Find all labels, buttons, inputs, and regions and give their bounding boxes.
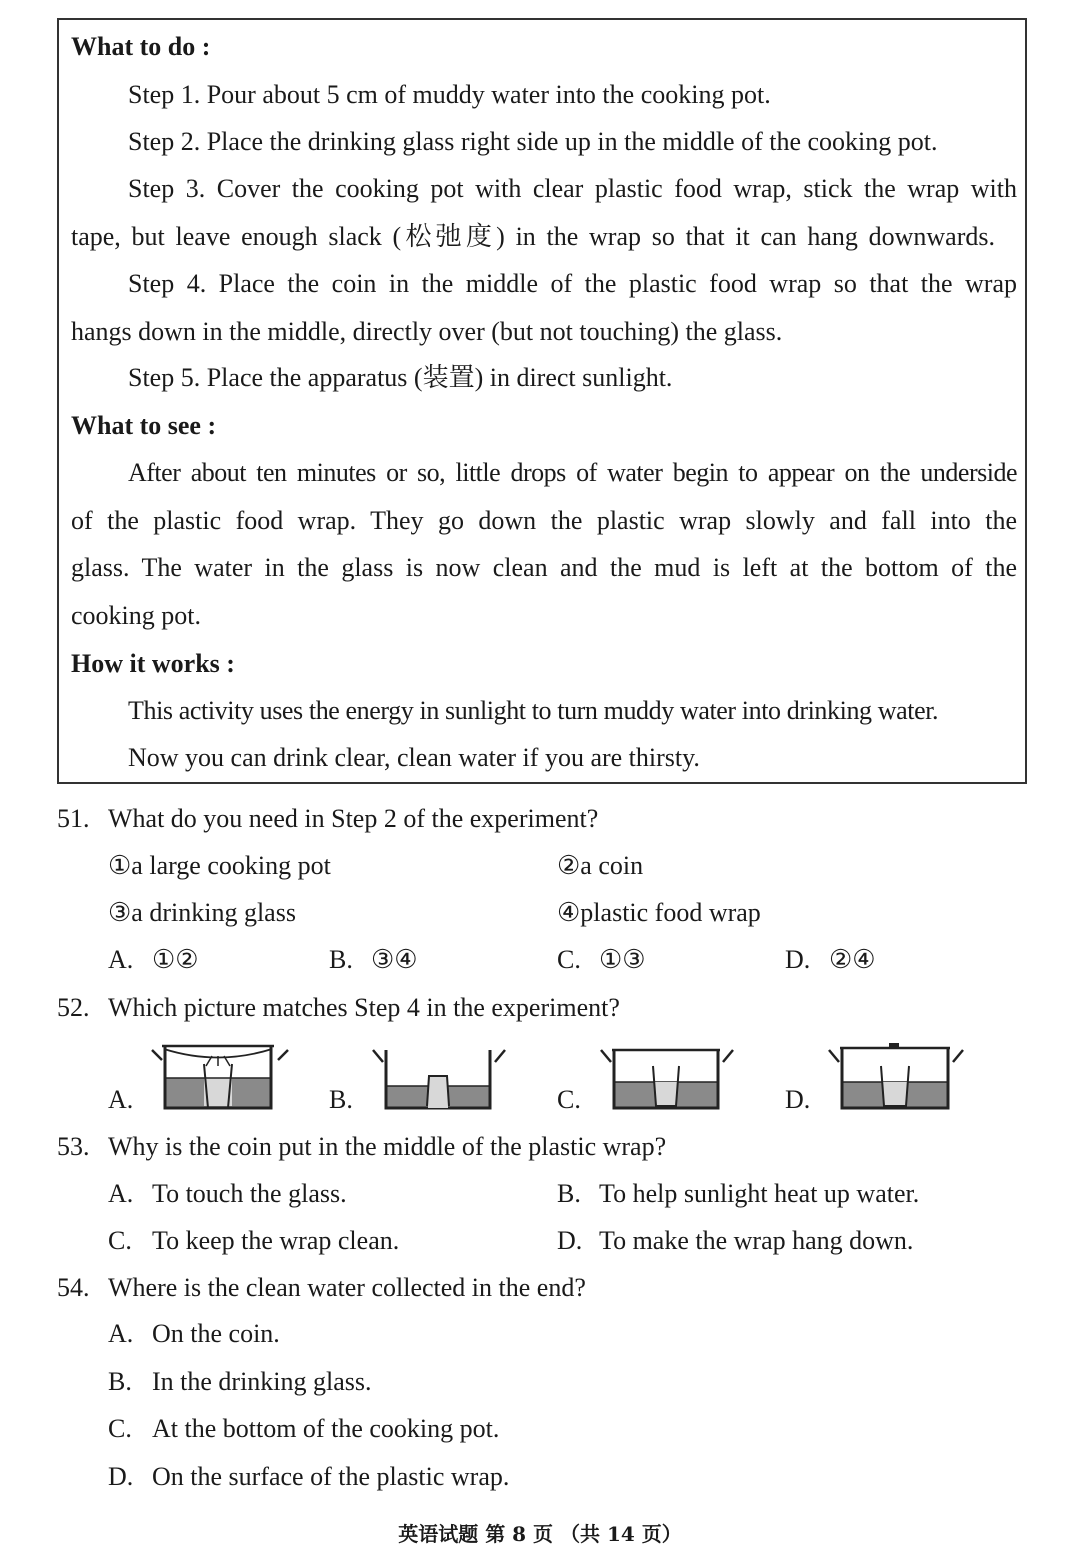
q53-option-a[interactable]: To touch the glass.: [152, 1179, 347, 1208]
q53-option-c-letter: C.: [108, 1226, 132, 1255]
q54-option-a-letter: A.: [108, 1319, 134, 1348]
q54-stem: Where is the clean water collected in the end?: [108, 1273, 586, 1302]
q51-item-3: ③a drinking glass: [108, 898, 296, 927]
q51-number: 51.: [57, 804, 90, 833]
q54-option-d-letter: D.: [108, 1462, 134, 1491]
what-to-do-heading: What to do :: [71, 32, 211, 61]
step-3-line-2: tape, but leave enough slack (松弛度) in the wrap so that it can hang downwards.: [71, 222, 995, 251]
q52-picture-d[interactable]: [827, 1040, 965, 1114]
q51-item-4: ④plastic food wrap: [557, 898, 761, 927]
q53-number: 53.: [57, 1132, 90, 1161]
q52-picture-b[interactable]: [371, 1046, 507, 1114]
how-it-works-heading: How it works :: [71, 649, 235, 678]
how-line-2: Now you can drink clear, clean water if you are thirsty.: [128, 743, 700, 772]
q51-option-c-letter: C.: [557, 945, 581, 974]
q54-option-b-letter: B.: [108, 1367, 132, 1396]
q54-option-c-letter: C.: [108, 1414, 132, 1443]
q51-option-c[interactable]: ①③: [599, 945, 646, 974]
step-4-line-1: Step 4. Place the coin in the middle of the plastic food wrap so that the wrap: [128, 269, 1017, 298]
q53-stem: Why is the coin put in the middle of the plastic wrap?: [108, 1132, 667, 1161]
q52-label-d: D.: [785, 1085, 811, 1114]
step-3-line-1: Step 3. Cover the cooking pot with clear plastic food wrap, stick the wrap with: [128, 174, 1017, 203]
q54-number: 54.: [57, 1273, 90, 1302]
q51-option-a[interactable]: ①②: [152, 945, 199, 974]
q53-option-a-letter: A.: [108, 1179, 134, 1208]
q53-option-c[interactable]: To keep the wrap clean.: [152, 1226, 400, 1255]
q51-option-b-letter: B.: [329, 945, 353, 974]
step-5: Step 5. Place the apparatus (装置) in direct sunlight.: [128, 363, 673, 392]
q51-option-b[interactable]: ③④: [371, 945, 418, 974]
q54-option-b[interactable]: In the drinking glass.: [152, 1367, 372, 1396]
q52-number: 52.: [57, 993, 90, 1022]
q54-option-d[interactable]: On the surface of the plastic wrap.: [152, 1462, 510, 1491]
q54-option-c[interactable]: At the bottom of the cooking pot.: [152, 1414, 500, 1443]
q53-option-b[interactable]: To help sunlight heat up water.: [599, 1179, 920, 1208]
q52-picture-a[interactable]: [150, 1042, 290, 1114]
q52-picture-c[interactable]: [599, 1044, 735, 1114]
page-footer: 英语试题 第 8 页 （共 14 页）: [398, 1522, 682, 1546]
q53-option-b-letter: B.: [557, 1179, 581, 1208]
see-line-4: cooking pot.: [71, 601, 201, 630]
q51-item-2: ②a coin: [557, 851, 644, 880]
q51-option-d-letter: D.: [785, 945, 811, 974]
see-line-2: of the plastic food wrap. They go down the plastic wrap slowly and fall into the: [71, 506, 1017, 535]
what-to-see-heading: What to see :: [71, 411, 217, 440]
see-line-1: After about ten minutes or so, little drops of water begin to appear on the underside: [128, 458, 1017, 487]
q52-label-b: B.: [329, 1085, 353, 1114]
q54-option-a[interactable]: On the coin.: [152, 1319, 280, 1348]
q52-stem: Which picture matches Step 4 in the experiment?: [108, 993, 620, 1022]
q52-label-c: C.: [557, 1085, 581, 1114]
see-line-3: glass. The water in the glass is now clean and the mud is left at the bottom of the: [71, 553, 1017, 582]
step-4-line-2: hangs down in the middle, directly over (but not touching) the glass.: [71, 317, 783, 346]
q52-label-a: A.: [108, 1085, 134, 1114]
step-1: Step 1. Pour about 5 cm of muddy water into the cooking pot.: [128, 80, 771, 109]
q53-option-d[interactable]: To make the wrap hang down.: [599, 1226, 914, 1255]
q53-option-d-letter: D.: [557, 1226, 583, 1255]
step-2: Step 2. Place the drinking glass right side up in the middle of the cooking pot.: [128, 127, 938, 156]
how-line-1: This activity uses the energy in sunlight to turn muddy water into drinking water.: [128, 696, 939, 725]
q51-option-a-letter: A.: [108, 945, 134, 974]
q51-item-1: ①a large cooking pot: [108, 851, 331, 880]
q51-option-d[interactable]: ②④: [829, 945, 876, 974]
q51-stem: What do you need in Step 2 of the experiment?: [108, 804, 599, 833]
